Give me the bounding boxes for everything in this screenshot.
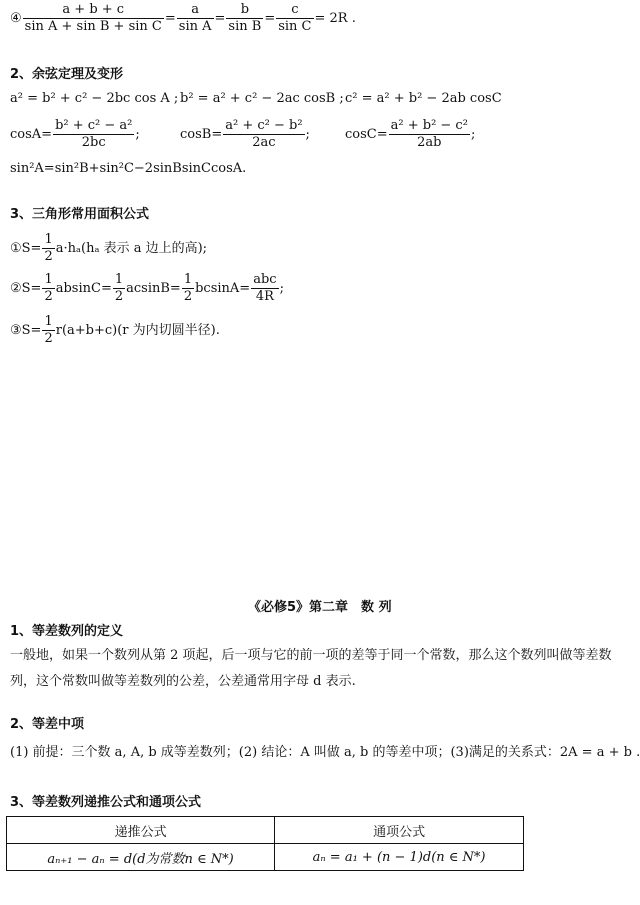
formula-table [6, 816, 524, 871]
sine-law-formula: ④ $\frac{a + b + c}{\text{sin A + sin B + sin C}}$ = $\frac{a}{\text{sin A}}$ = $\frac{b}{\text{sin B}}$ = $\frac{c}{\text{sin C}}$ = 2R . [10, 2, 356, 35]
area-formula-1: ①S= $\frac{1}{2}$ a·hₐ(hₐ 表示 a 边上的高); [10, 232, 208, 265]
sine-squared-identity: sin²A=sin²B+sin²C−2sinBsinCcosA. [10, 161, 247, 176]
cosB-formula: cosB= $\frac{\text{a² + c² − b²}}{2ac}$ ; [180, 118, 310, 151]
cosine-law-c: c² = a² + b² − 2ab cosC [345, 91, 502, 106]
section-heading-cosine-law: 2、余弦定理及变形 [10, 67, 124, 82]
fraction-b-over-sinB: $\frac{b}{\text{sin B}}$ [228, 2, 262, 35]
header-recursive-formula: 递推公式 [7, 817, 275, 844]
header-general-formula: 通项公式 [275, 817, 524, 844]
cell-recursive-formula: aₙ₊₁ − aₙ = d(d为常数n ∈ N*) [7, 844, 275, 871]
fraction-sum-over-sines: $\frac{a + b + c}{\text{sin A + sin B + sin C}}$ [24, 2, 162, 35]
table-header-row [7, 817, 524, 844]
area-formula-3: ③S= $\frac{1}{2}$ r(a+b+c)(r 为内切圆半径). [10, 314, 220, 347]
section-heading-definition: 1、等差数列的定义 [10, 624, 124, 639]
fraction-a-over-sinA: $\frac{a}{\text{sin A}}$ [178, 2, 212, 35]
cosine-law-a: a² = b² + c² − 2bc cos A ; [10, 91, 179, 106]
middle-term-paragraph: (1) 前提：三个数 a, A, b 成等差数列；(2) 结论：A 叫做 a, b 的等差中项；(3)满足的关系式：2A = a + b . [10, 745, 640, 760]
area-formula-2: ②S= $\frac{1}{2}$ absinC= $\frac{1}{2}$ acsinB= $\frac{1}{2}$ bcsinA= $\frac{\text{abc}}{4R}$ ; [10, 272, 284, 305]
cell-general-formula: aₙ = a₁ + (n − 1)d(n ∈ N*) [275, 844, 524, 871]
cosC-formula: cosC= $\frac{\text{a² + b² − c²}}{2ab}$ ; [345, 118, 476, 151]
section-heading-area: 3、三角形常用面积公式 [10, 207, 150, 222]
section-heading-middle-term: 2、等差中项 [10, 717, 85, 732]
fraction-c-over-sinC: $\frac{c}{\text{sin C}}$ [278, 2, 312, 35]
cosine-law-b: b² = a² + c² − 2ac cosB ; [180, 91, 344, 106]
chapter-title: 《必修5》第二章 数 列 [248, 600, 392, 615]
section-heading-formulas: 3、等差数列递推公式和通项公式 [10, 795, 202, 810]
cosA-formula: cosA= $\frac{\text{b² + c² − a²}}{2bc}$ ; [10, 118, 140, 151]
circle-number-4: ④ [10, 11, 22, 27]
definition-paragraph: 一般地，如果一个数列从第 2 项起，后一项与它的前一项的差等于同一个常数，那么这个数列叫做等差数列，这个常数叫做等差数列的公差，公差通常用字母 d 表示. [10, 648, 612, 689]
table-row [7, 844, 524, 871]
